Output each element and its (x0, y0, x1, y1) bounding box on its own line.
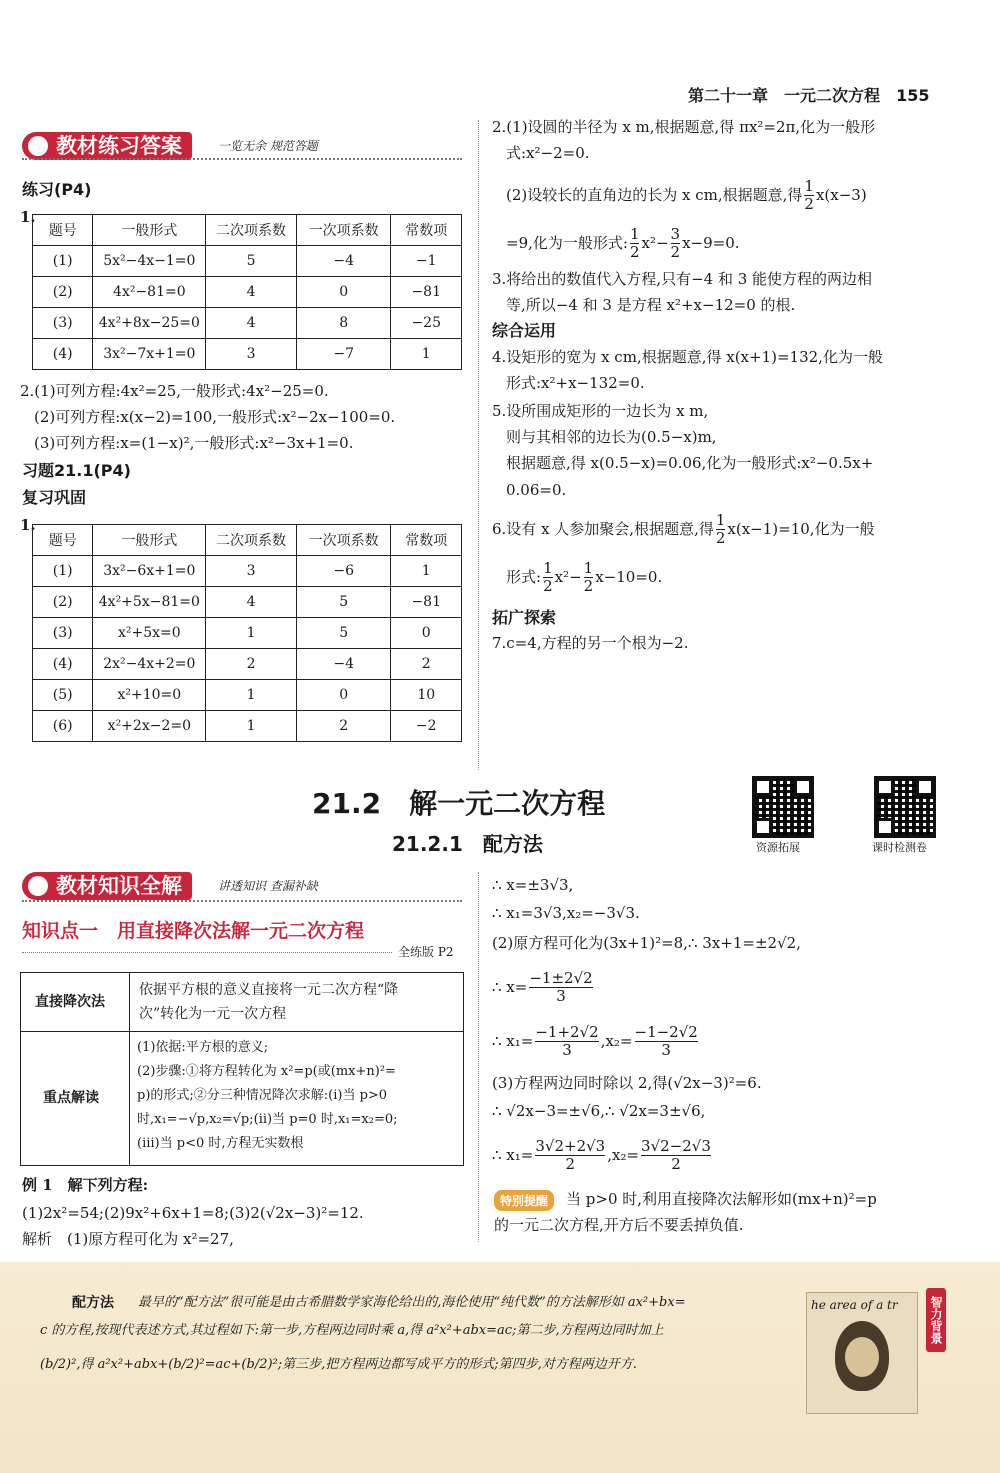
subheading: 综合运用 (492, 321, 557, 340)
question-number: 1. (20, 208, 36, 226)
exercise-label: 习题21.1(P4) (22, 461, 131, 480)
answer-line: 7.c=4,方程的另一个根为−2. (492, 634, 689, 652)
info-line: c 的方程,按现代表述方式,其过程如下:第一步,方程两边同时乘 a,得 a²x²+abx=ac;第二步,方程两边同时加上 (40, 1323, 664, 1338)
solution-line: ∴ x₁=3√3,x₂=−3√3. (492, 904, 640, 922)
table-cell: 依据平方根的意义直接将一元二次方程“降 (139, 982, 399, 998)
qr-code-resources[interactable] (752, 776, 814, 838)
table-row: (6) x²+2x−2=0 1 2 −2 (33, 711, 462, 742)
example-title: 例 1 解下列方程: (22, 1176, 149, 1194)
solution-line: (3)方程两边同时除以 2,得(√2x−3)²=6. (492, 1074, 762, 1092)
knowledge-point-title: 知识点一 用直接降次法解一元二次方程 (22, 920, 365, 942)
info-line: 最早的“配方法”很可能是由古希腊数学家海伦给出的,海伦使用“纯代数”的方法解形如 ax²+bx= (138, 1295, 686, 1310)
table-row: (5) x²+10=0 1 0 10 (33, 680, 462, 711)
col-header: 题号 (33, 525, 93, 556)
table-cell: (1)依据:平方根的意义; (137, 1040, 269, 1055)
answer-line: (3)可列方程:x=(1−x)²,一般形式:x²−3x+1=0. (34, 434, 354, 452)
exercise-label: 练习(P4) (22, 180, 92, 199)
solution-line: (2)原方程可化为(3x+1)²=8,∴ 3x+1=±2√2, (492, 934, 801, 952)
running-header (688, 88, 929, 104)
answer-line: 6.设有 x 人参加聚会,根据题意,得 $\frac{1}{2}$ x(x−1)=10,化为一般 (492, 511, 875, 548)
solution-line: ∴ √2x−3=±√6,∴ √2x=3±√6, (492, 1102, 706, 1120)
table-cell: 时,x₁=−√p,x₂=√p;(ⅱ)当 p=0 时,x₁=x₂=0; (137, 1112, 398, 1127)
side-tab-label: 智力背景 (926, 1288, 946, 1352)
qr-code-test[interactable] (874, 776, 936, 838)
section-title: 21.2 解一元二次方程 (312, 787, 606, 820)
col-header: 二次项系数 (206, 215, 297, 246)
knowledge-table (20, 972, 464, 1166)
table-row: (1) 5x²−4x−1=0 5 −4 −1 (33, 246, 462, 277)
col-header: 一般形式 (93, 215, 206, 246)
qr-caption: 课时检测卷 (872, 841, 927, 854)
section-banner-answers: 教材练习答案 (22, 132, 192, 160)
background-info-box (0, 1262, 1000, 1473)
chapter-title: 一元二次方程 (784, 86, 881, 105)
subheading: 拓广探索 (492, 608, 557, 627)
cross-reference: 全练版 P2 (398, 945, 454, 959)
col-header: 一次项系数 (296, 525, 391, 556)
coefficients-table-2 (32, 524, 462, 742)
subsection-title: 21.2.1 配方法 (392, 832, 543, 856)
info-line: (b/2)²,得 a²x²+abx+(b/2)²=ac+(b/2)²;第三步,把方程两边都写成平方的形式;第四步,对方程两边开方. (40, 1357, 637, 1372)
column-divider (478, 872, 479, 1242)
table-row: (3) 4x²+8x−25=0 4 8 −25 (33, 308, 462, 339)
tip-text: 的一元二次方程,开方后不要丢掉负值. (494, 1216, 744, 1234)
table-row: (4) 2x²−4x+2=0 2 −4 2 (33, 649, 462, 680)
info-title: 配方法 (72, 1295, 114, 1311)
divider (22, 158, 462, 160)
table-header: 重点解读 (43, 1090, 99, 1106)
portrait-image (806, 1292, 918, 1414)
answer-line: 根据题意,得 x(0.5−x)=0.06,化为一般形式:x²−0.5x+ (506, 454, 874, 472)
col-header: 一次项系数 (296, 215, 391, 246)
question-number: 1. (20, 516, 36, 534)
divider (22, 952, 392, 953)
portrait-caption: he area of a tr (811, 1298, 898, 1312)
col-header: 二次项系数 (206, 525, 297, 556)
answer-line: (2)可列方程:x(x−2)=100,一般形式:x²−2x−100=0. (34, 408, 396, 426)
answer-line: 2.(1)设圆的半径为 x m,根据题意,得 πx²=2π,化为一般形 (492, 118, 876, 136)
section-banner-knowledge: 教材知识全解 (22, 872, 192, 900)
banner-subtitle: 一览无余 规范答题 (218, 139, 318, 153)
solution-line: ∴ x=±3√3, (492, 876, 574, 894)
answer-line: 等,所以−4 和 3 是方程 x²+x−12=0 的根. (506, 296, 796, 314)
col-header: 常数项 (391, 525, 462, 556)
page-number: 155 (896, 86, 930, 105)
col-header: 一般形式 (93, 525, 206, 556)
answer-line: 式:x²−2=0. (506, 144, 590, 162)
answer-line: 形式: $\frac{1}{2}$ x²− $\frac{1}{2}$ x−10=0. (506, 559, 663, 596)
table-row: (2) 4x²+5x−81=0 4 5 −81 (33, 587, 462, 618)
answer-line: 5.设所围成矩形的一边长为 x m, (492, 402, 709, 420)
table-row: (3) x²+5x=0 1 5 0 (33, 618, 462, 649)
divider (22, 900, 462, 902)
chapter-label: 第二十一章 (688, 86, 769, 105)
answer-line: 4.设矩形的宽为 x cm,根据题意,得 x(x+1)=132,化为一般 (492, 348, 883, 366)
solution-line: ∴ x₁= $\frac{-1+2√2}{3}$ ,x₂= $\frac{-1-2√2}{3}$ (492, 1023, 698, 1060)
table-header: 直接降次法 (35, 994, 105, 1010)
solution-line: ∴ x₁= $\frac{3√2+2√3}{2}$ ,x₂= $\frac{3√2-2√3}{2}$ (492, 1137, 711, 1174)
answer-line: 形式:x²+x−132=0. (506, 374, 645, 392)
table-cell: 次”转化为一元一次方程 (139, 1006, 287, 1022)
table-row: (4) 3x²−7x+1=0 3 −7 1 (33, 339, 462, 370)
answer-line: =9,化为一般形式: $\frac{1}{2}$ x²− $\frac{3}{2}$ x−9=0. (506, 225, 740, 262)
speaker-icon (28, 876, 48, 896)
answer-line: 3.将给出的数值代入方程,只有−4 和 3 能使方程的两边相 (492, 270, 873, 288)
solution-line: ∴ x= $\frac{-1\pm 2√2}{3}$ (492, 969, 593, 1006)
banner-subtitle: 讲透知识 查漏补缺 (218, 879, 318, 893)
tip-badge: 特别提醒 (494, 1190, 554, 1211)
table-row: (1) 3x²−6x+1=0 3 −6 1 (33, 556, 462, 587)
answer-line: (2)设较长的直角边的长为 x cm,根据题意,得 $\frac{1}{2}$ x(x−3) (506, 177, 867, 214)
answer-line: 0.06=0. (506, 481, 567, 499)
col-header: 题号 (33, 215, 93, 246)
subheading: 复习巩固 (22, 488, 87, 507)
solution-text: 解析 (1)原方程可化为 x²=27, (22, 1230, 234, 1248)
col-header: 常数项 (391, 215, 462, 246)
answer-line: 2.(1)可列方程:4x²=25,一般形式:4x²−25=0. (20, 382, 329, 400)
table-cell: (2)步骤:①将方程转化为 x²=p(或(mx+n)²= (137, 1064, 396, 1079)
table-cell: (ⅲ)当 p<0 时,方程无实数根 (137, 1136, 304, 1151)
answer-line: 则与其相邻的边长为(0.5−x)m, (506, 428, 717, 446)
column-divider (478, 120, 479, 770)
tip-text: 当 p>0 时,利用直接降次法解形如(mx+n)²=p (566, 1190, 877, 1208)
example-text: (1)2x²=54;(2)9x²+6x+1=8;(3)2(√2x−3)²=12. (22, 1204, 364, 1222)
coefficients-table-1 (32, 214, 462, 370)
table-row: (2) 4x²−81=0 4 0 −81 (33, 277, 462, 308)
speaker-icon (28, 136, 48, 156)
table-cell: p)的形式;②分三种情况降次求解:(ⅰ)当 p>0 (137, 1088, 388, 1103)
qr-caption: 资源拓展 (756, 841, 800, 854)
